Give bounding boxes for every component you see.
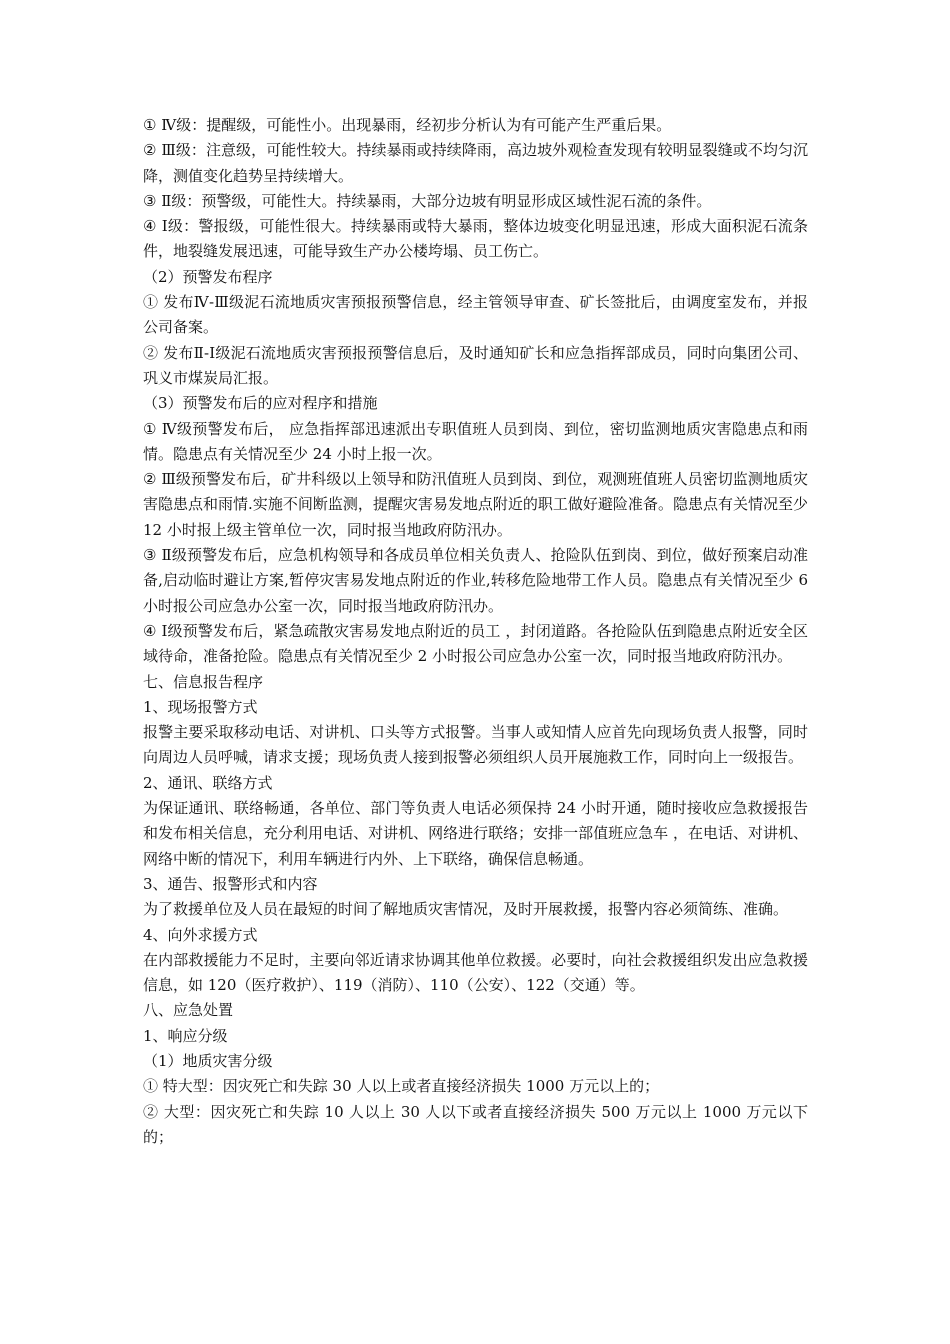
paragraph-extra-large: ① 特大型：因灾死亡和失踪 30 人以上或者直接经济损失 1000 万元以上的；: [143, 1077, 660, 1096]
paragraph-notice-content: 为了救援单位及人员在最短的时间了解地质灾害情况，及时开展救援，报警内容必须简练、准确。: [143, 900, 789, 919]
paragraph-level-2: ③ Ⅱ级：预警级，可能性大。持续暴雨，大部分边坡有明显形成区域性泥石流的条件。: [143, 191, 712, 210]
paragraph-external-help: 在内部救援能力不足时，主要向邻近请求协调其他单位救援。必要时，向社会救援组织发出应急救援信息，如 120（医疗救护）、119（消防）、110（公安）、122（交通）等。: [143, 950, 808, 995]
paragraph-communication: 为保证通讯、联络畅通，各单位、部门等负责人电话必须保持 24 小时开通，随时接收应急救援报告和发布相关信息，充分利用电话、对讲机、网络进行联络；安排一部值班应急车 ，在电话、对讲机、网络中断的情况下，利用车辆进行内外、上下联络，确保信息畅通。: [143, 799, 808, 868]
paragraph-large: ② 大型：因灾死亡和失踪 10 人以上 30 人以下或者直接经济损失 500 万元以上 1000 万元以下的；: [143, 1102, 808, 1146]
heading-response-measures: （3）预警发布后的应对程序和措施: [143, 394, 378, 413]
heading-warning-procedure: （2）预警发布程序: [143, 267, 273, 286]
heading-section-8: 八、应急处置: [143, 1001, 234, 1020]
paragraph-publish-2-1: ② 发布Ⅱ-Ⅰ级泥石流地质灾害预报预警信息后，及时通知矿长和应急指挥部成员，同时向集团公司、巩义市煤炭局汇报。: [143, 343, 808, 387]
heading-response-levels: 1、响应分级: [143, 1026, 228, 1045]
paragraph-response-1: ④ Ⅰ级预警发布后，紧急疏散灾害易发地点附近的员工 ，封闭道路。各抢险队伍到隐患点附近安全区域待命，准备抢险。隐患点有关情况至少 2 小时报公司应急办公室一次，同时报当地政府防汛办。: [143, 621, 808, 666]
paragraph-level-4: ① Ⅳ级：提醒级，可能性小。出现暴雨，经初步分析认为有可能产生严重后果。: [143, 116, 672, 134]
paragraph-level-3: ② Ⅲ级：注意级，可能性较大。持续暴雨或持续降雨，高边坡外观检查发现有较明显裂缝或不均匀沉降，测值变化趋势呈持续增大。: [143, 141, 808, 185]
heading-communication: 2、通讯、联络方式: [143, 773, 273, 792]
heading-notice-content: 3、通告、报警形式和内容: [143, 874, 318, 893]
paragraph-publish-4-3: ① 发布Ⅳ-Ⅲ级泥石流地质灾害预报预警信息，经主管领导审查、矿长签批后，由调度室发布，并报公司备案。: [143, 293, 808, 337]
heading-onsite-alarm: 1、现场报警方式: [143, 697, 258, 716]
paragraph-response-3: ② Ⅲ级预警发布后，矿井科级以上领导和防汛值班人员到岗、到位，观测班值班人员密切监测地质灾害隐患点和雨情.实施不间断监测，提醒灾害易发地点附近的职工做好避险准备。隐患点有关情况至少 12 小时报上级主管单位一次，同时报当地政府防汛办。: [143, 470, 808, 539]
heading-section-7: 七、信息报告程序: [143, 672, 264, 691]
heading-disaster-levels: （1）地质灾害分级: [143, 1051, 273, 1070]
paragraph-response-4: ① Ⅳ级预警发布后， 应急指挥部迅速派出专职值班人员到岗、到位，密切监测地质灾害隐患点和雨情。隐患点有关情况至少 24 小时上报一次。: [143, 419, 808, 463]
paragraph-level-1: ④ Ⅰ级：警报级，可能性很大。持续暴雨或特大暴雨，整体边坡变化明显迅速，形成大面积泥石流条件，地裂缝发展迅速，可能导致生产办公楼垮塌、员工伤亡。: [143, 217, 808, 261]
heading-external-help: 4、向外求援方式: [143, 925, 258, 944]
paragraph-onsite-alarm: 报警主要采取移动电话、对讲机、口头等方式报警。当事人或知情人应首先向现场负责人报警，同时向周边人员呼喊，请求支援；现场负责人接到报警必须组织人员开展施救工作，同时向上一级报告。: [143, 723, 808, 767]
paragraph-response-2: ③ Ⅱ级预警发布后，应急机构领导和各成员单位相关负责人、抢险队伍到岗、到位，做好预案启动准备,启动临时避让方案,暂停灾害易发地点附近的作业,转移危险地带工作人员。隐患点有关情况至少 6 小时报公司应急办公室一次，同时报当地政府防汛办。: [143, 546, 808, 615]
document-body: [143, 113, 808, 1150]
